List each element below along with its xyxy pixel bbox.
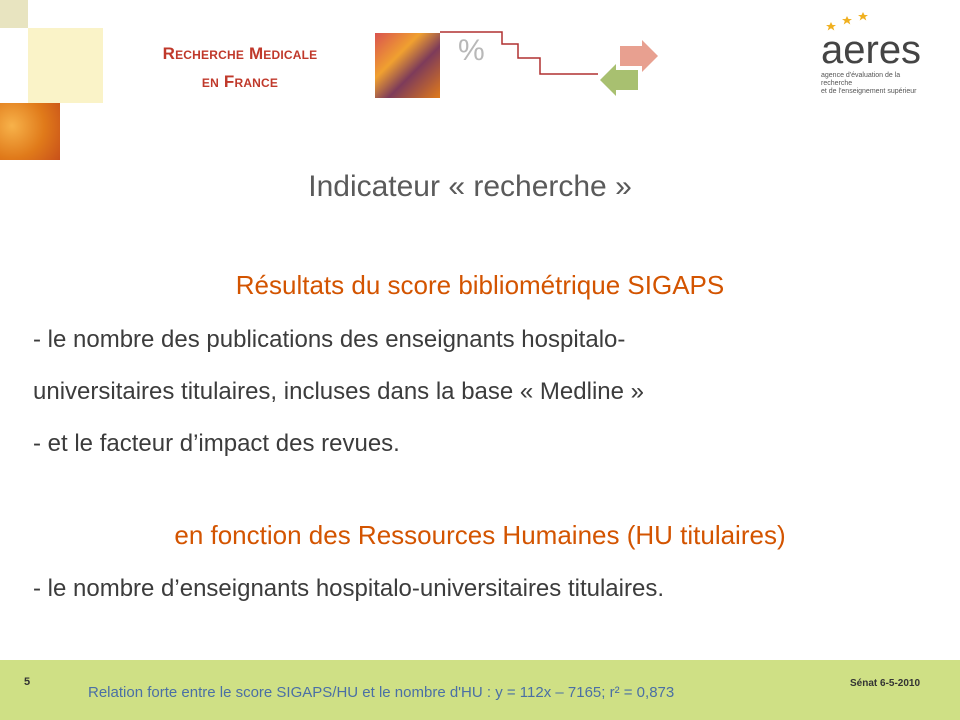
step-line-graphic	[440, 30, 600, 80]
logo-subtitle-line1: agence d'évaluation de la recherche	[821, 72, 901, 87]
arrows-icon	[598, 40, 660, 100]
decor-square-middle	[28, 28, 103, 103]
percent-symbol: %	[458, 34, 485, 67]
decor-square-bottom	[0, 103, 60, 160]
decor-art-square	[375, 33, 440, 98]
bullet-line: - le nombre des publications des enseignants hospitalo-	[33, 326, 626, 353]
logo-subtitle-line2: et de l'enseignement supérieur	[821, 88, 917, 95]
bullet-line: universitaires titulaires, incluses dans la base « Medline »	[33, 378, 644, 405]
section2-heading: en fonction des Ressources Humaines (HU titulaires)	[174, 520, 786, 550]
logo-word: aeres	[821, 28, 922, 72]
header-title-line1: Recherche Medicale	[162, 44, 318, 63]
header-title	[120, 40, 360, 96]
logo-subtitle	[821, 72, 931, 96]
aeres-logo	[815, 10, 945, 95]
footer-caption: Relation forte entre le score SIGAPS/HU et le nombre d'HU : y = 112x – 7165; r² = 0,873	[88, 684, 675, 701]
header-title-line2: en France	[201, 72, 279, 91]
decor-square-top	[0, 0, 28, 28]
bullet-line: - le nombre d’enseignants hospitalo-universitaires titulaires.	[33, 575, 664, 602]
bullet-line: - et le facteur d’impact des revues.	[33, 430, 400, 457]
section1-heading: Résultats du score bibliométrique SIGAPS	[235, 270, 725, 300]
page-number: 5	[24, 676, 31, 688]
slide-title: Indicateur « recherche »	[308, 170, 632, 203]
footer-date: Sénat 6-5-2010	[850, 678, 921, 689]
